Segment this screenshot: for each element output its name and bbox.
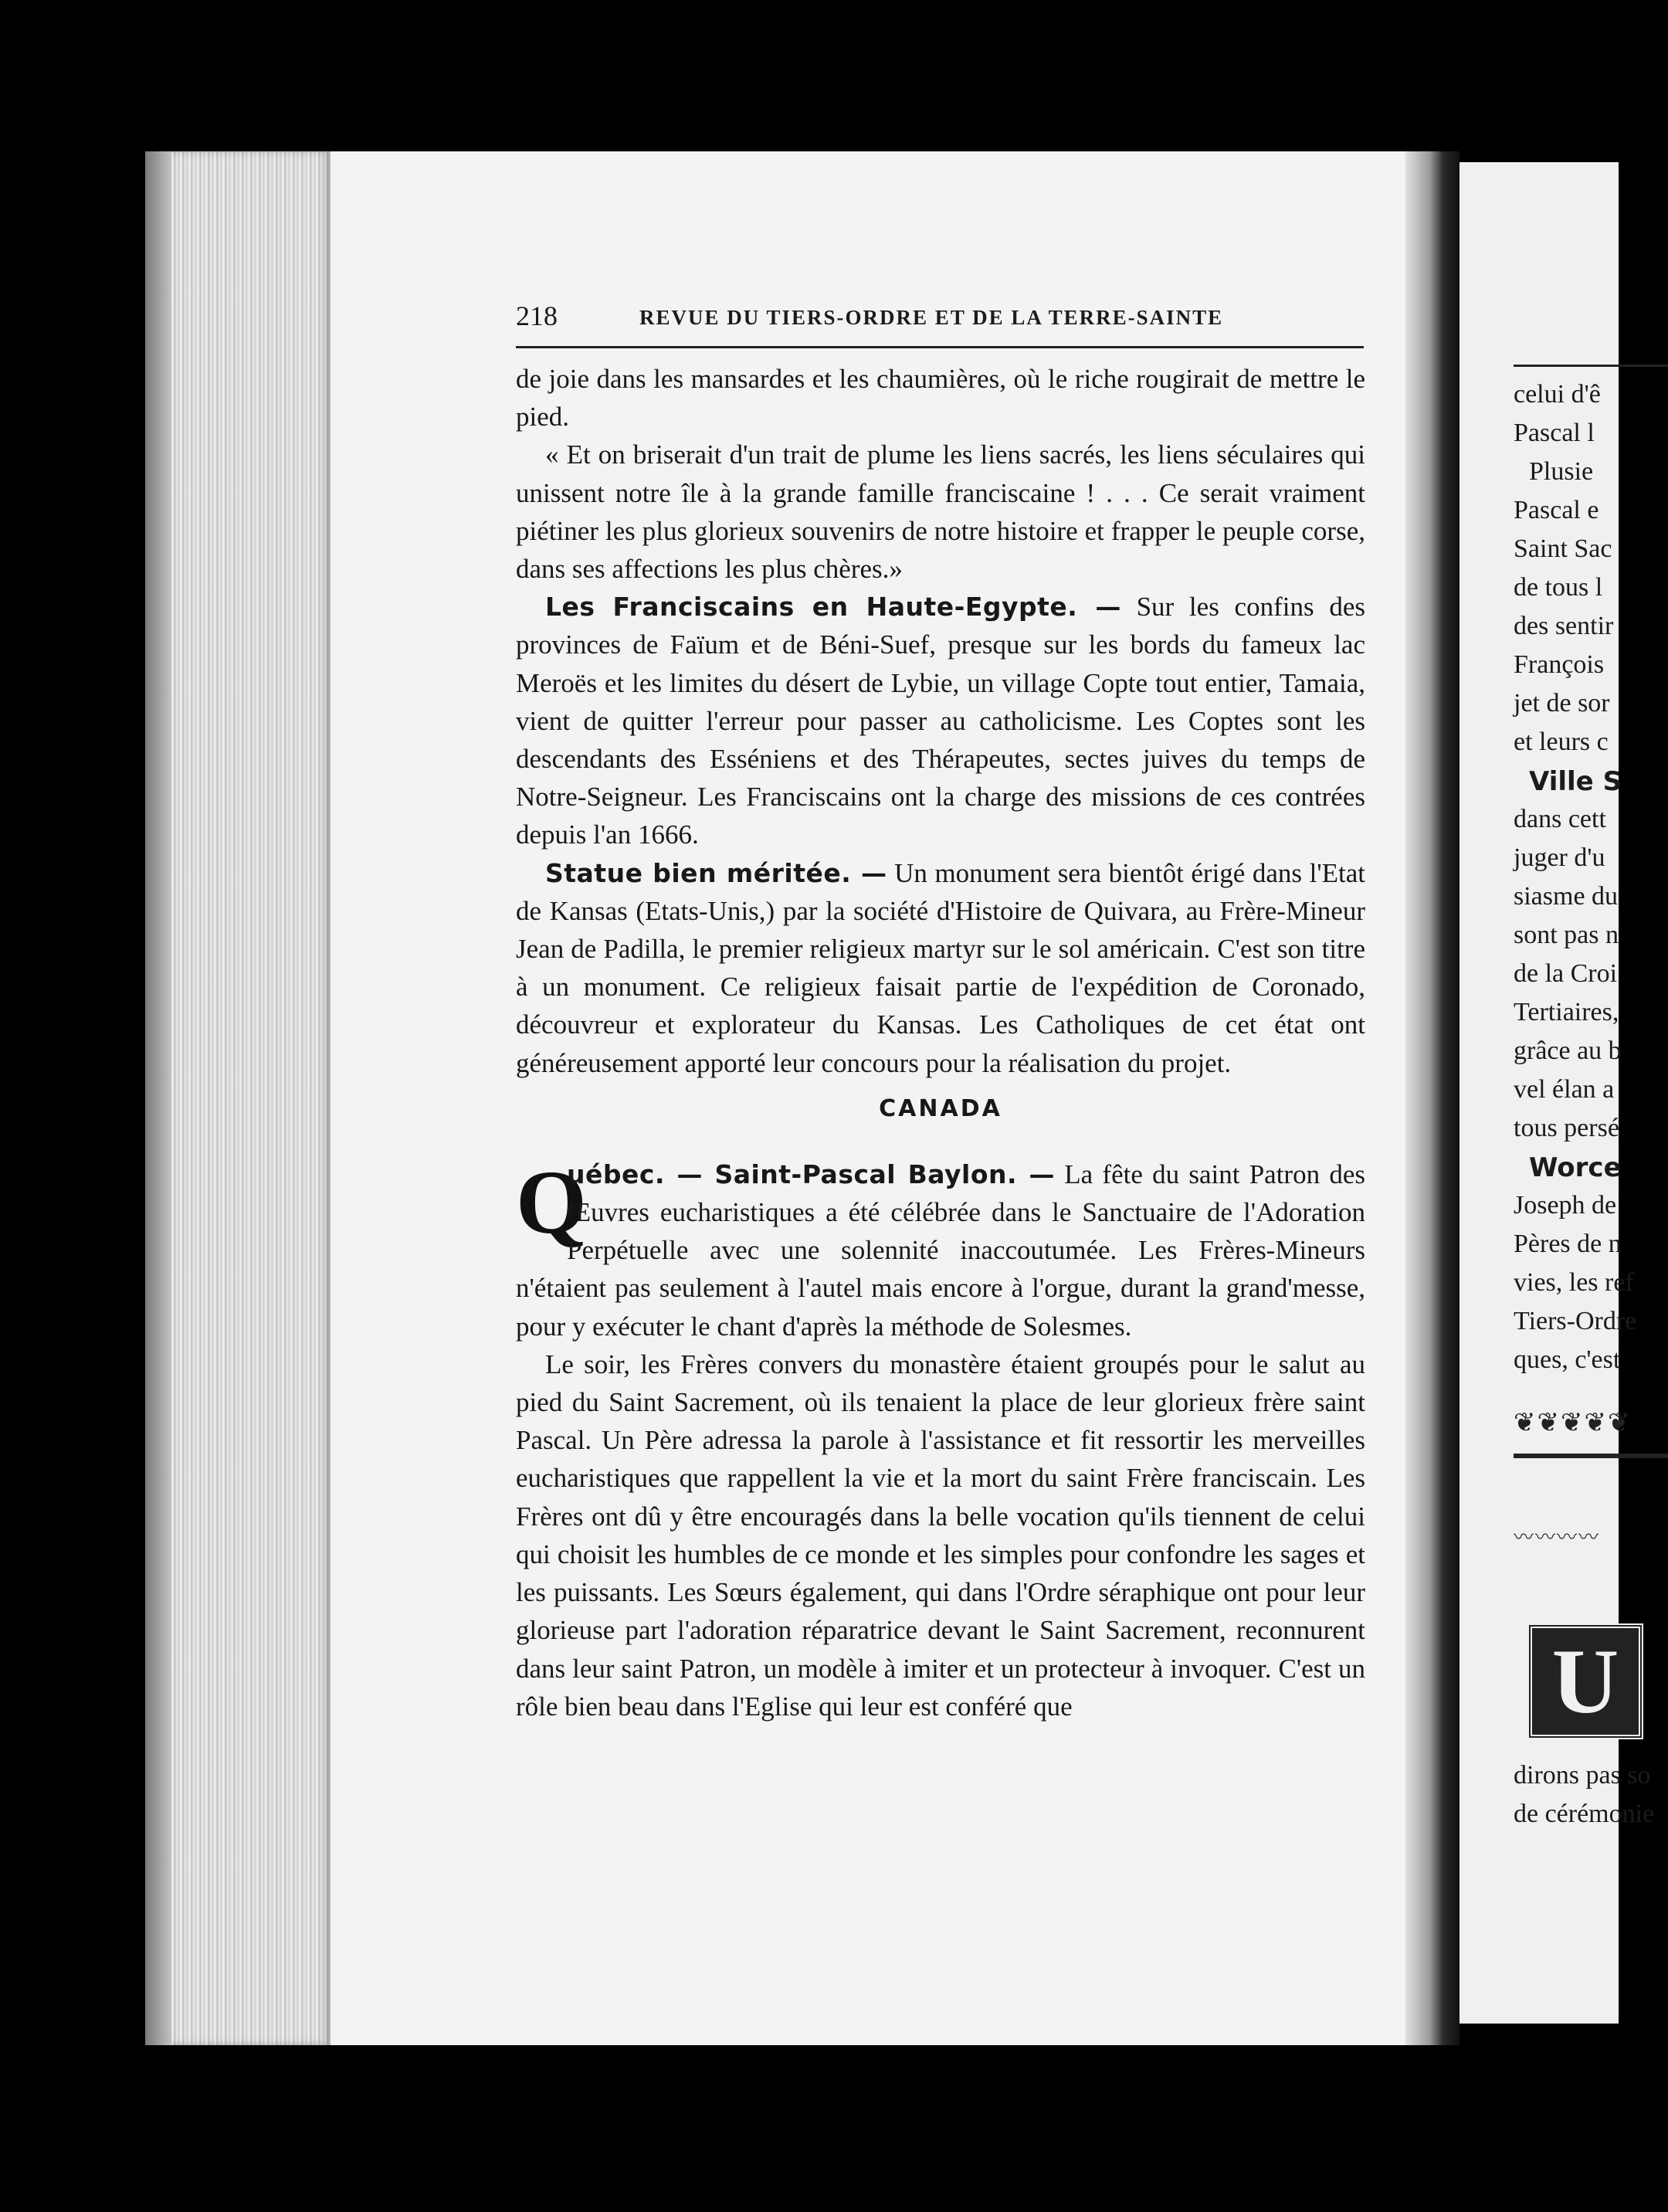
ornament-rule <box>1514 1454 1668 1458</box>
right-line: dirons pas so <box>1514 1761 1651 1790</box>
section-heading: CANADA <box>879 1094 1002 1122</box>
right-line: Pascal l <box>1514 419 1595 447</box>
book-gutter <box>1405 151 1460 2045</box>
news-item: Les Franciscains en Haute-Egypte. — Sur les confins des provinces de Faïum et de Béni-Suef, presque sur les bords du fameux lac Meroës et les limites du désert de Lybie, un village Copte tout entier, Tamaia, vient de quitter l'erreur pour passer au catholicisme. Les Coptes sont les descendants des Esséniens et des Thérapeutes, sectes juives du temps de Notre-Seigneur. Les Franciscains ont la charge des missions de ces contrées depuis l'an 1666. <box>516 592 1365 850</box>
right-line: Tertiaires, <box>1514 998 1619 1026</box>
right-line: juger d'u <box>1514 843 1605 872</box>
right-line: grâce au b <box>1514 1036 1622 1065</box>
page-body <box>516 360 1365 1725</box>
right-line: de cérémonie <box>1514 1800 1655 1828</box>
right-line: ques, c'est <box>1514 1345 1621 1374</box>
paragraph: Le soir, les Frères convers du monastère étaient groupés pour le salut au pied du Saint Sacrement, où ils tenaient la place de leur glorieux frère saint Pascal. Un Père adressa la parole à l'assistance et fit ressortir les merveilles eucharistiques que rappellent la vie et la mort du saint Frère franciscain. Les Frères ont dû y être encouragés dans la belle vocation qu'ils tiennent de celui qui choisit les humbles de ce monde et les simples pour confondre les sages et les puissants. Les Sœurs également, qui dans l'Ordre séraphique ont pour leur glorieuse part l'adoration réparatrice devant le Saint Sacrement, reconnurent dans leur saint Patron, un modèle à imiter et un protecteur à invoquer. C'est un rôle bien beau dans l'Eglise qui leur est conféré que <box>516 1349 1365 1722</box>
right-line: Plusie <box>1529 457 1594 486</box>
right-line: dans cett <box>1514 805 1606 833</box>
right-header-rule <box>1514 365 1668 367</box>
right-line: jet de sor <box>1514 689 1610 718</box>
right-line: et leurs c <box>1514 728 1609 756</box>
running-title: REVUE DU TIERS-ORDRE ET DE LA TERRE-SAINTE <box>639 306 1224 329</box>
right-line: celui d'ê <box>1514 380 1601 409</box>
right-line: sont pas n <box>1514 921 1619 949</box>
header-rule <box>516 346 1364 348</box>
right-line: vel élan a <box>1514 1075 1615 1104</box>
right-line: siasme du <box>1514 882 1619 911</box>
decorated-initial-q: Q <box>516 1151 587 1253</box>
news-item: Statue bien méritée. — Un monument sera bientôt érigé dans l'Etat de Kansas (Etats-Unis,) par la société d'Histoire de Quivara, au Frère-Mineur Jean de Padilla, le premier religieux martyr sur le sol américain. C'est son titre à un monument. Ce religieux faisait partie de l'expédition de Coronado, découvreur et explorateur du Kansas. Les Catholiques de cet état ont généreusement apporté leur concours pour la réalisation du projet. <box>516 857 1365 1078</box>
right-line: tous persé <box>1514 1114 1619 1142</box>
news-item: Q uébec. — Saint-Pascal Baylon. — La fête du saint Patron des Œuvres eucharistiques a été célébrée dans le Sanctuaire de l'Adoration Perpétuelle avec une solennité inaccoutumée. Les Frères-Mineurs n'étaient pas seulement à l'autel mais encore à l'orgue, durant la grand'messe, pour y exécuter le chant d'après la méthode de Solesmes. <box>516 1151 1365 1342</box>
book-page-edges <box>145 151 331 2045</box>
right-line: François <box>1514 650 1605 679</box>
right-line: Pascal e <box>1514 496 1599 524</box>
wavy-ornament: 〰〰〰〰 <box>1514 1526 1601 1549</box>
right-line: des sentir <box>1514 612 1614 640</box>
book-spine-shadow <box>145 151 171 2045</box>
news-item-title: Les Franciscains en Haute-Egypte. — <box>545 592 1121 623</box>
news-item-title: Statue bien méritée. — <box>545 857 887 888</box>
right-line: Joseph de <box>1514 1191 1617 1220</box>
news-item-title: uébec. — Saint-Pascal Baylon. — <box>567 1159 1056 1189</box>
paragraph: de joie dans les mansardes et les chaumières, où le riche rougirait de mettre le pied. <box>516 364 1365 433</box>
ornament-band: ❦❦❦❦❦ <box>1514 1409 1632 1437</box>
right-line: Pères de n <box>1514 1230 1622 1258</box>
right-line: Tiers-Ordre <box>1514 1307 1637 1335</box>
paragraph: « Et on briserait d'un trait de plume les liens sacrés, les liens séculaires qui unissent notre île à la grande famille franciscaine ! . . . Ce serait vraiment piétiner les plus glorieux souvenirs de notre histoire et frapper le peuple corse, dans ses affections les plus chères.» <box>516 439 1365 585</box>
right-line: vies, les ref <box>1514 1268 1634 1297</box>
page-number: 218 <box>516 300 558 331</box>
right-line: de la Croi <box>1514 959 1618 988</box>
right-line-heading: Ville S <box>1529 766 1622 797</box>
right-line-heading: Worce <box>1529 1152 1622 1183</box>
right-page-fragment <box>1460 162 1655 2024</box>
right-line: Saint Sac <box>1514 534 1612 563</box>
running-header <box>516 300 1365 335</box>
decorated-initial-u: U <box>1527 1623 1643 1739</box>
right-line: de tous l <box>1514 573 1603 602</box>
